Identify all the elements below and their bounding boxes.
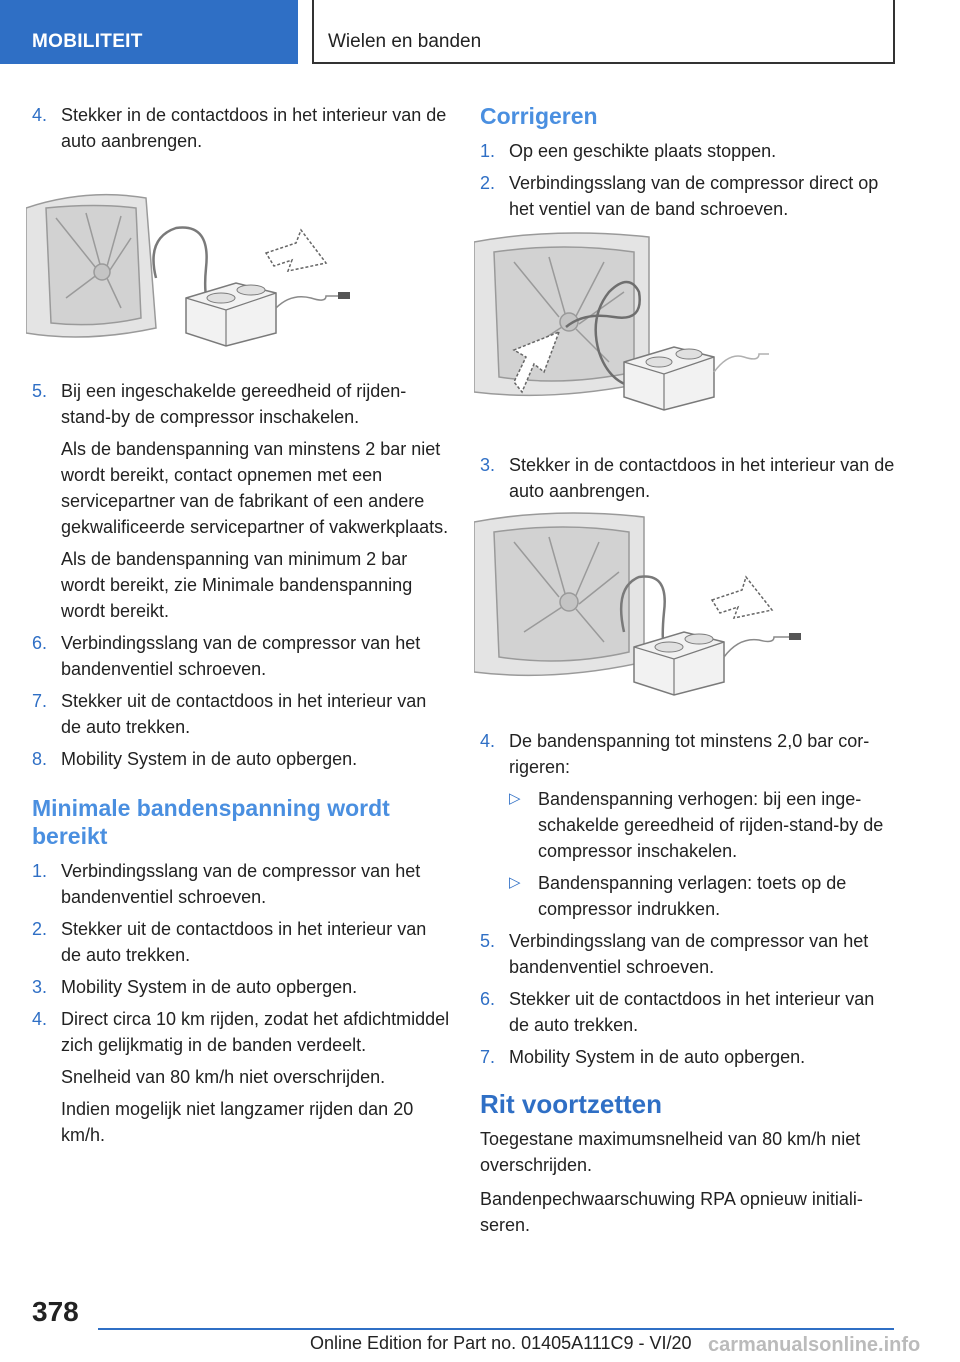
page-number: 378	[32, 1296, 79, 1327]
step-text: Mobility System in de auto opbergen.	[509, 1047, 806, 1067]
list-item	[32, 974, 450, 1000]
step-note: Snelheid van 80 km/h niet overschrijden.	[61, 1067, 386, 1087]
section-tab: MOBILITEIT	[0, 0, 298, 64]
list-item	[32, 688, 450, 740]
right-column	[480, 102, 898, 1246]
chapter-title: Wielen en banden	[312, 0, 895, 64]
step-text: Stekker uit de contactdoos in het interieur van de auto trekken.	[61, 919, 427, 965]
valve-connect-illustration	[474, 232, 774, 412]
step-text: Verbindingsslang van de compressor van het bandenventiel schroeven.	[61, 633, 421, 679]
step-note: Indien mogelijk niet langzamer rijden dan 20 km/h.	[61, 1099, 414, 1145]
step-text: Mobility System in de auto opbergen.	[61, 977, 358, 997]
step-note: Als de bandenspanning van minstens 2 bar niet wordt bereikt, contact opnemen met een servicepartner van de fabrikant of een andere gekwalificeerde servicepartner of vakwerkplaats.	[61, 439, 449, 537]
section-heading-min-pressure: Minimale bandenspanning wordt bereikt	[32, 795, 390, 849]
step-text: Bij een ingeschakelde gereedheid of rijdenstand-by de compressor inschakelen.	[61, 381, 407, 427]
compressor-icon	[634, 632, 724, 695]
step-number: 2.	[32, 919, 48, 939]
list-item	[32, 630, 450, 682]
triangle-bullet-icon: ▷	[509, 790, 521, 807]
step-number: 1.	[480, 141, 496, 161]
power-cable	[276, 296, 341, 308]
step-note: Als de bandenspanning van minimum 2 bar wordt bereikt, zie Minimale bandenspanning wordt bereikt.	[61, 549, 413, 621]
step-number: 7.	[480, 1047, 496, 1067]
list-item	[32, 916, 450, 968]
compressor-plug-illustration	[474, 512, 814, 702]
arrow-icon	[266, 230, 326, 271]
step-number: 6.	[480, 989, 496, 1009]
list-item	[32, 102, 450, 154]
step-number: 4.	[480, 731, 496, 751]
list-item	[480, 1044, 898, 1070]
compressor-icon	[186, 283, 276, 346]
list-item	[32, 746, 450, 772]
step-text: Stekker in de contactdoos in het interieur van de auto aanbrengen.	[509, 455, 895, 501]
step-text: Direct circa 10 km rijden, zodat het afdichtmiddel zich gelijkmatig in de banden verdeelt.	[61, 1009, 450, 1055]
list-item	[32, 858, 450, 910]
step-number: 6.	[32, 633, 48, 653]
step-number: 3.	[480, 455, 496, 475]
sub-item-text: Bandenspanning verlagen: toets op de compressor indrukken.	[538, 873, 847, 919]
step-text: Mobility System in de auto opbergen.	[61, 749, 358, 769]
step-number: 2.	[480, 173, 496, 193]
step-number: 1.	[32, 861, 48, 881]
footer-divider	[98, 1328, 894, 1330]
list-item	[480, 728, 898, 922]
paragraph: Bandenpechwaarschuwing RPA opnieuw initialiseren.	[480, 1189, 863, 1235]
wheel-icon	[26, 195, 156, 337]
step-number: 8.	[32, 749, 48, 769]
step-number: 7.	[32, 691, 48, 711]
list-item	[480, 138, 898, 164]
step-text: Stekker uit de contactdoos in het interieur van de auto trekken.	[61, 691, 427, 737]
section-heading-correct: Corrigeren	[480, 103, 598, 129]
step-text: Stekker uit de contactdoos in het interieur van de auto trekken.	[509, 989, 875, 1035]
list-item	[32, 378, 450, 624]
sub-item	[509, 870, 898, 922]
power-cable	[724, 637, 792, 657]
step-number: 5.	[32, 381, 48, 401]
step-text: De bandenspanning tot minstens 2,0 bar corrigeren:	[509, 731, 870, 777]
list-item	[480, 170, 898, 222]
arrow-icon	[712, 577, 772, 618]
sub-item	[509, 786, 898, 864]
step-text: Stekker in de contactdoos in het interieur van de auto aanbrengen.	[61, 105, 447, 151]
step-text: Verbindingsslang van de compressor direct op het ventiel van de band schroeven.	[509, 173, 879, 219]
section-heading-continue: Rit voortzetten	[480, 1089, 662, 1119]
triangle-bullet-icon: ▷	[509, 874, 521, 891]
step-text: Op een geschikte plaats stoppen.	[509, 141, 777, 161]
list-item	[480, 452, 898, 504]
edition-text: Online Edition for Part no. 01405A111C9 - VI/20	[310, 1333, 692, 1353]
paragraph: Toegestane maximumsnelheid van 80 km/h niet overschrijden.	[480, 1129, 861, 1175]
left-column	[32, 102, 450, 1154]
wheel-icon	[474, 233, 649, 395]
sub-item-text: Bandenspanning verhogen: bij een ingeschakelde gereedheid of rijden-stand-by de compressor inschakelen.	[538, 789, 884, 861]
step-text: Verbindingsslang van de compressor van het bandenventiel schroeven.	[61, 861, 421, 907]
list-item	[32, 1006, 450, 1148]
wheel-icon	[474, 513, 644, 675]
compressor-plug-illustration	[26, 168, 366, 358]
power-cable	[714, 354, 769, 372]
step-number: 5.	[480, 931, 496, 951]
step-text: Verbindingsslang van de compressor van het bandenventiel schroeven.	[509, 931, 869, 977]
step-number: 4.	[32, 105, 48, 125]
watermark: carmanualsonline.info	[708, 1334, 921, 1356]
list-item	[480, 928, 898, 980]
step-number: 3.	[32, 977, 48, 997]
step-number: 4.	[32, 1009, 48, 1029]
list-item	[480, 986, 898, 1038]
